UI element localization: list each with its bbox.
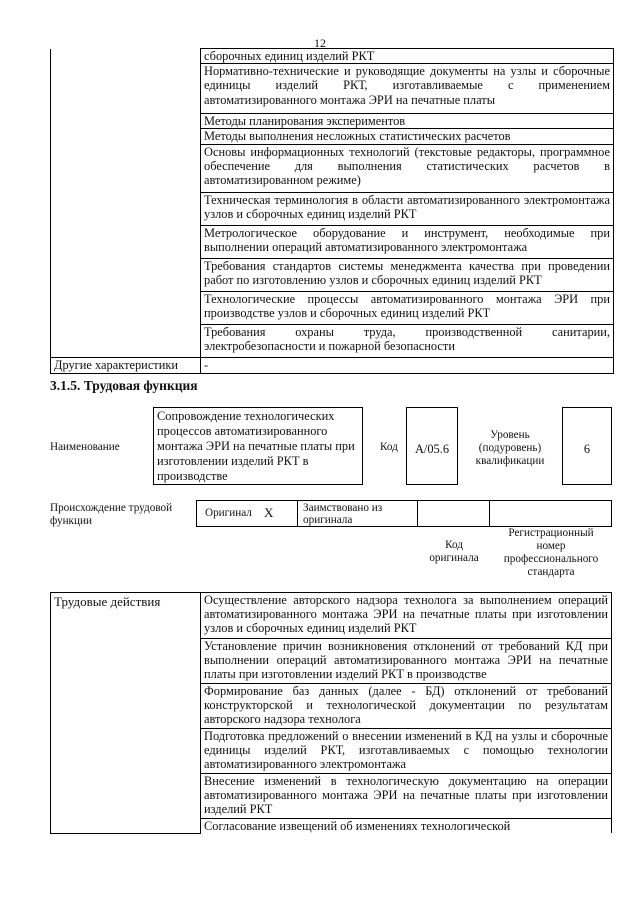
origin-divider <box>297 500 298 527</box>
table-row: Требования стандартов системы менеджмента качества при проведении работ по изготовлению узлов и сборочных единиц изделий РКТ <box>201 258 614 291</box>
borrowed-label: Заимствовано из оригинала <box>303 502 383 526</box>
table-row: Подготовка предложений о внесении изменений в КД на узлы и сборочные единицы изделий РКТ, изготавливаемых с помощью технологии автоматизированного электромонтажа <box>201 729 612 774</box>
table-row: Технологические процессы автоматизированного монтажа ЭРИ при производстве узлов и сборочных единиц изделий РКТ <box>201 291 614 324</box>
function-name-box: Сопровождение технологических процессов автоматизированного монтажа ЭРИ на печатные платы при изготовлении изделий РКТ в производстве <box>153 407 363 485</box>
labor-actions-label: Трудовые действия <box>51 593 201 834</box>
page-number: 12 <box>314 36 326 50</box>
table-row: сборочных единиц изделий РКТ <box>201 49 614 64</box>
table-row: Техническая терминология в области автоматизированного электромонтажа узлов и сборочных единиц изделий РКТ <box>201 192 614 225</box>
table-row: Требования охраны труда, производственной санитарии, электробезопасности и пожарной безопасности <box>201 324 614 357</box>
other-characteristics-value: - <box>201 357 614 373</box>
origin-box <box>196 500 612 527</box>
level-value-box: 6 <box>562 407 612 485</box>
function-code-box: A/05.6 <box>406 407 458 485</box>
table-row: Установление причин возникновения отклонений от требований КД при выполнении операций автоматизированного монтажа ЭРИ на печатные платы при изготовлении изделий РКТ в производстве <box>201 639 612 684</box>
registration-number-caption: Регистрационный номер профессионального стандарта <box>503 527 599 578</box>
code-original-caption: Код оригинала <box>429 539 479 564</box>
table-row: Формирование баз данных (далее - БД) отклонений от требований конструкторской и технологической документации по результатам авторского надзора технолога <box>201 684 612 729</box>
table-row: Метрологическое оборудование и инструмент, необходимые при выполнении операций автоматизированного электромонтажа <box>201 225 614 258</box>
table-row: Методы выполнения несложных статистических расчетов <box>201 129 614 144</box>
table-row: Нормативно-технические и руководящие документы на узлы и сборочные единицы изделий РКТ, изготавливаемые с применением автоматизированного монтажа ЭРИ на печатные платы <box>201 64 614 114</box>
level-label: Уровень (подуровень) квалификации <box>475 429 545 467</box>
table-key-cell <box>51 49 201 358</box>
code-label: Код <box>380 441 398 453</box>
table-row: Согласование извещений об изменениях технологической <box>201 819 612 834</box>
origin-label: Происхождение трудовой функции <box>50 502 173 527</box>
table-row: Методы планирования экспериментов <box>201 114 614 129</box>
original-mark: X <box>264 505 274 520</box>
name-label: Наименование <box>50 441 120 453</box>
table-row: Основы информационных технологий (текстовые редакторы, программное обеспечение для выполнения статистических расчетов в автоматизированном режиме) <box>201 144 614 192</box>
origin-divider <box>489 500 490 527</box>
labor-actions-table <box>50 592 612 834</box>
section-heading: 3.1.5. Трудовая функция <box>50 378 198 393</box>
other-characteristics-label: Другие характеристики <box>51 357 201 373</box>
original-label: Оригинал <box>205 507 252 519</box>
table-row: Внесение изменений в технологическую документацию на операции автоматизированного монтажа ЭРИ на печатные платы при изготовлении изделий РКТ <box>201 774 612 819</box>
origin-divider <box>417 500 418 527</box>
knowledge-table <box>50 48 614 374</box>
table-row: Осуществление авторского надзора технолога за выполнением операций автоматизированного монтажа ЭРИ на печатные платы при изготовлении узлов и сборочных единиц изделий РКТ <box>201 593 612 639</box>
